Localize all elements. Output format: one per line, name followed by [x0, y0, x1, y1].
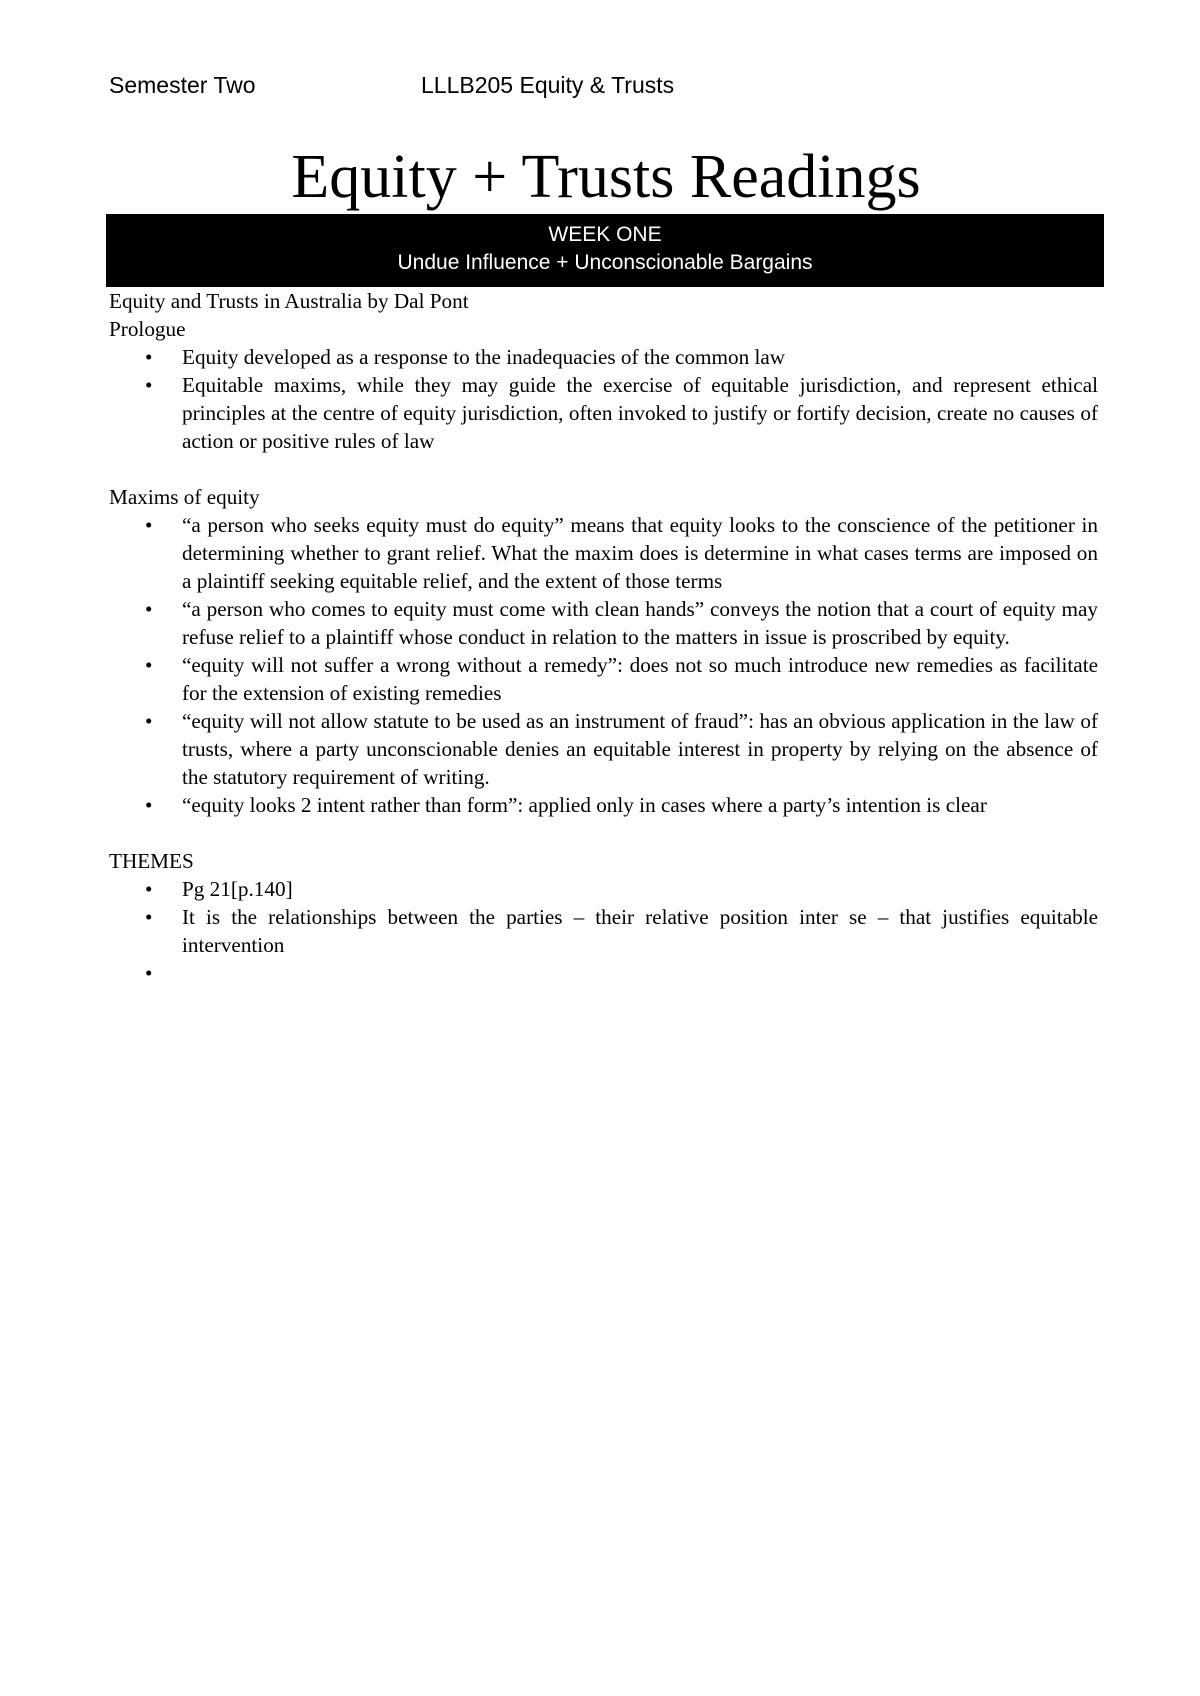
bullet-icon: •: [145, 709, 153, 733]
week-banner: [106, 214, 1104, 287]
bullet-icon: •: [145, 961, 153, 985]
bullet-icon: •: [145, 905, 153, 929]
bullet-icon: •: [145, 793, 153, 817]
list-item: [109, 511, 1098, 595]
bullet-icon: •: [145, 597, 153, 621]
maxims-heading: Maxims of equity: [109, 485, 260, 509]
list-item-text: “a person who seeks equity must do equity” means that equity looks to the conscience of the petitioner in determining whether to grant relief. What the maxim does is determine in what cases terms are imposed on a plaintiff seeking equitable relief, and the extent of those terms: [182, 513, 1098, 593]
list-item: [109, 791, 1098, 819]
list-item-text: “equity will not suffer a wrong without a remedy”: does not so much introduce new remedies as facilitate for the extension of existing remedies: [182, 653, 1098, 705]
list-item: [109, 595, 1098, 651]
themes-heading: THEMES: [109, 849, 194, 873]
list-item: [109, 875, 1098, 903]
bullet-icon: •: [145, 877, 153, 901]
spacer: [109, 455, 1098, 483]
list-item: [109, 651, 1098, 707]
course-label: LLLB205 Equity & Trusts: [421, 72, 675, 98]
list-item-text: “equity looks 2 intent rather than form”: applied only in cases where a party’s intention is clear: [182, 793, 987, 817]
list-item: [109, 903, 1098, 959]
semester-label: Semester Two: [109, 72, 256, 98]
document-title: Equity + Trusts Readings: [291, 143, 921, 211]
bullet-icon: •: [145, 373, 153, 397]
bullet-icon: •: [145, 653, 153, 677]
prologue-heading: Prologue: [109, 317, 186, 341]
maxims-list: [109, 511, 1098, 819]
list-item-text: Pg 21[p.140]: [182, 877, 293, 901]
list-item-text: “a person who comes to equity must come with clean hands” conveys the notion that a court of equity may refuse relief to a plaintiff whose conduct in relation to the matters in issue is proscribed by equity.: [182, 597, 1098, 649]
themes-list: [109, 875, 1098, 987]
week-label: WEEK ONE: [548, 223, 662, 246]
bullet-icon: •: [145, 513, 153, 537]
source-title: Equity and Trusts in Australia by Dal Pont: [109, 289, 469, 313]
list-item: [109, 959, 1098, 987]
spacer: [109, 819, 1098, 847]
list-item: [109, 371, 1098, 455]
notes-body: [109, 287, 1098, 987]
page-header: [109, 72, 1109, 102]
list-item-text: Equitable maxims, while they may guide the exercise of equitable jurisdiction, and represent ethical principles at the centre of equity jurisdiction, often invoked to justify or fortify decision, create no causes of action or positive rules of law: [182, 373, 1098, 453]
week-topic: Undue Influence + Unconscionable Bargains: [397, 251, 813, 274]
list-item: [109, 343, 1098, 371]
list-item: [109, 707, 1098, 791]
list-item-text: Equity developed as a response to the inadequacies of the common law: [182, 345, 786, 369]
bullet-icon: •: [145, 345, 153, 369]
list-item-text: “equity will not allow statute to be used as an instrument of fraud”: has an obvious application in the law of trusts, where a party unconscionable denies an equitable interest in property by relying on the absence of the statutory requirement of writing.: [182, 709, 1098, 789]
prologue-list: [109, 343, 1098, 455]
list-item-text: It is the relationships between the parties – their relative position inter se – that justifies equitable intervention: [182, 905, 1098, 957]
